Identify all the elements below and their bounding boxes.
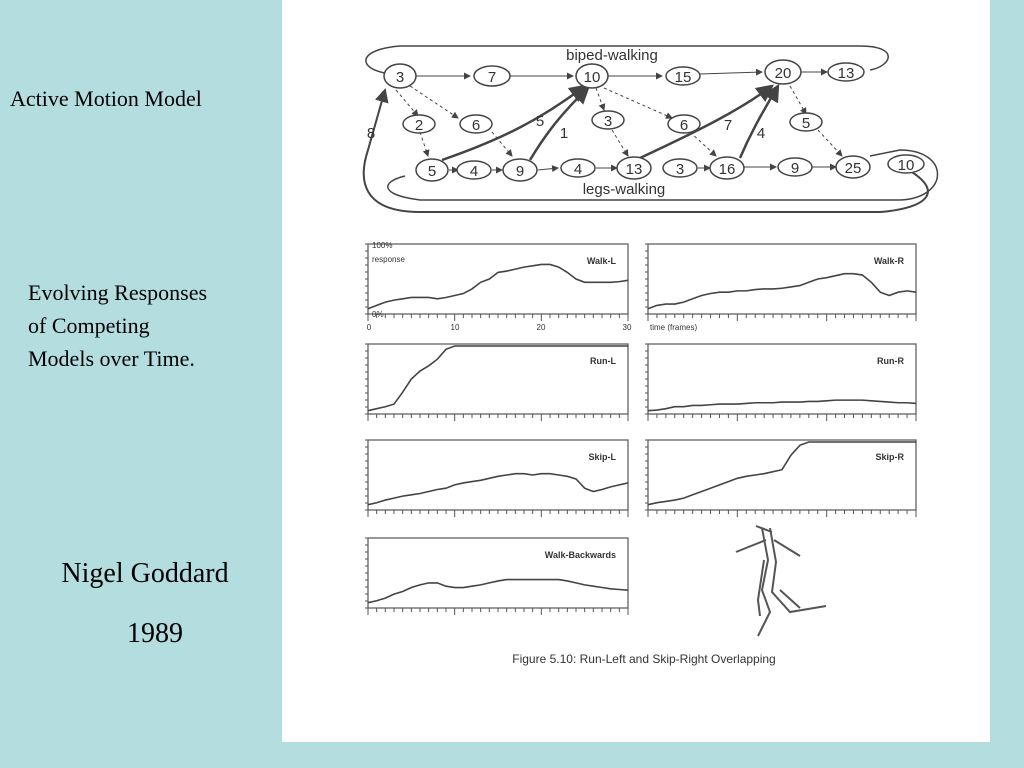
chart-response-curve — [368, 580, 628, 603]
legs-walking-label: legs-walking — [582, 181, 666, 198]
axis-top-label: 100% — [372, 241, 393, 250]
node-label: 3 — [603, 113, 613, 130]
chart-panel-frame — [648, 440, 916, 510]
node-label: 9 — [515, 163, 525, 180]
node-label: 4 — [469, 163, 479, 180]
x-tick-label: 30 — [622, 323, 632, 332]
chart-panel-label: Skip-R — [875, 452, 904, 462]
chart-panel-label: Walk-L — [586, 256, 616, 266]
edge-label: 5 — [535, 113, 545, 130]
node-label: 4 — [573, 161, 583, 178]
edge-label: 4 — [756, 125, 766, 142]
axis-bottom-label: 0% — [372, 310, 384, 319]
chart-panel-label: Run-R — [877, 356, 904, 366]
year: 1989 — [127, 618, 183, 649]
author-name: Nigel Goddard — [61, 558, 229, 589]
stick-figure-drawing — [736, 526, 826, 636]
chart-panel-label: Walk-Backwards — [544, 550, 616, 560]
chart-panel-frame — [368, 244, 628, 314]
node-label: 16 — [718, 161, 736, 178]
edge-label: 1 — [559, 125, 569, 142]
chart-response-curve — [368, 264, 628, 308]
edge-label: 7 — [723, 117, 733, 134]
slide-title: Active Motion Model — [10, 86, 202, 111]
node-label: 5 — [801, 115, 811, 132]
node-label: 6 — [679, 117, 689, 134]
chart-response-curve — [368, 346, 628, 411]
node-label: 7 — [487, 69, 497, 86]
node-label: 10 — [897, 157, 915, 174]
chart-panel-frame — [368, 538, 628, 608]
biped-walking-label: biped-walking — [566, 47, 658, 64]
x-axis-label: time (frames) — [650, 323, 698, 332]
figure-svg — [282, 0, 990, 742]
scanned-figure-page — [282, 0, 990, 742]
response-charts — [365, 244, 916, 615]
chart-response-curve — [368, 474, 628, 505]
x-tick-label: 20 — [536, 323, 546, 332]
node-label: 5 — [427, 163, 437, 180]
node-label: 6 — [471, 117, 481, 134]
node-label: 2 — [414, 117, 424, 134]
chart-panel-frame — [368, 344, 628, 414]
figure-caption: Figure 5.10: Run-Left and Skip-Right Overlapping — [512, 652, 776, 666]
node-label: 3 — [675, 161, 685, 178]
node-label: 15 — [674, 69, 692, 86]
axis-response-label: response — [372, 255, 405, 264]
description-line: Models over Time. — [28, 346, 195, 371]
node-label: 20 — [774, 65, 792, 82]
description-line: Evolving Responses — [28, 280, 208, 305]
node-label: 13 — [837, 65, 855, 82]
node-label: 9 — [790, 160, 800, 177]
chart-panel-frame — [648, 244, 916, 314]
x-tick-label: 10 — [450, 323, 460, 332]
chart-panel-frame — [368, 440, 628, 510]
node-label: 13 — [625, 161, 643, 178]
node-label: 3 — [395, 69, 405, 86]
chart-panel-label: Skip-L — [588, 452, 616, 462]
description-line: of Competing — [28, 313, 150, 338]
node-label: 10 — [583, 69, 601, 86]
x-tick-label: 0 — [366, 323, 372, 332]
slide-description — [28, 276, 268, 375]
chart-panel-frame — [648, 344, 916, 414]
node-label: 25 — [844, 160, 862, 177]
edge-label: 8 — [366, 125, 376, 142]
chart-panel-label: Walk-R — [873, 256, 904, 266]
chart-response-curve — [648, 400, 916, 411]
chart-response-curve — [648, 274, 916, 309]
chart-panel-label: Run-L — [590, 356, 616, 366]
